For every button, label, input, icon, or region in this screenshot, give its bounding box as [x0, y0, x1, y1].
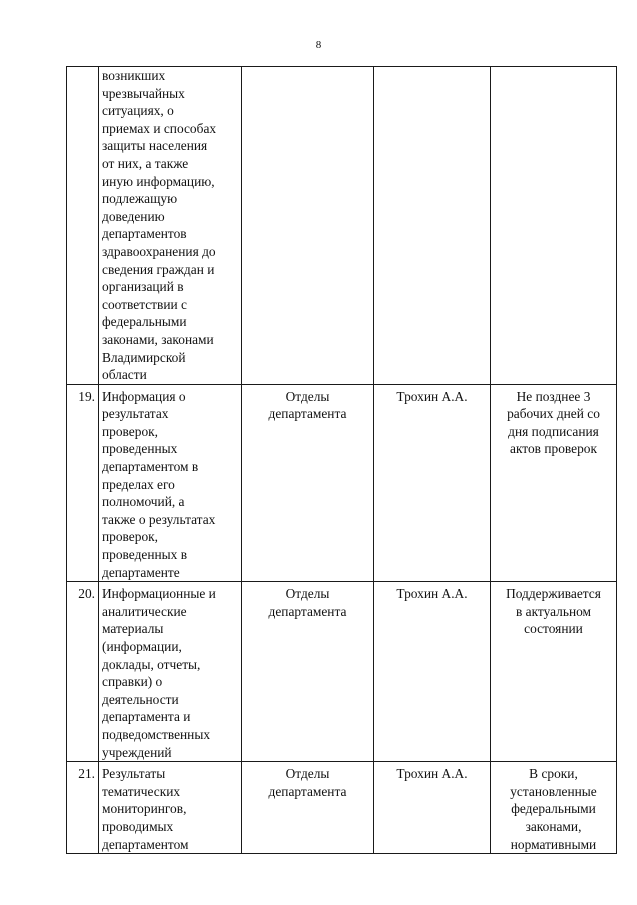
item-name: возникших чрезвычайных ситуациях, о приемах и способах защиты населения от них, а также иную информацию, подлежащую доведению департаментов здравоохранения до сведения граждан и организаций в соответствии с федеральными законами, законами Владимирской области: [102, 68, 217, 383]
responsible-unit-cell: [242, 762, 374, 854]
responsible-unit-cell: [242, 67, 374, 385]
deadline-cell: [491, 384, 617, 582]
responsible-person-cell: [374, 582, 491, 762]
deadline: Не позднее 3 рабочих дней со дня подписания актов проверок: [507, 388, 600, 457]
item-name-cell: [99, 582, 242, 762]
deadline-cell: [491, 762, 617, 854]
responsible-person-cell: [374, 384, 491, 582]
document-table: [66, 66, 617, 854]
table-row: [67, 67, 617, 385]
table-row: [67, 582, 617, 762]
row-number: 20.: [78, 586, 95, 602]
responsible-person: Трохин А.А.: [396, 388, 468, 404]
responsible-unit: Отделы департамента: [268, 388, 347, 422]
deadline-cell: [491, 582, 617, 762]
row-number-cell: [67, 384, 99, 582]
row-number: 19.: [78, 388, 95, 404]
responsible-unit-cell: [242, 582, 374, 762]
item-name-cell: [99, 67, 242, 385]
item-name-cell: [99, 384, 242, 582]
row-number-cell: [67, 582, 99, 762]
responsible-person-cell: [374, 67, 491, 385]
page-number: 8: [315, 39, 322, 51]
responsible-person: Трохин А.А.: [396, 766, 468, 782]
responsible-person-cell: [374, 762, 491, 854]
responsible-person: Трохин А.А.: [396, 586, 468, 602]
deadline: Поддерживается в актуальном состоянии: [506, 586, 601, 637]
item-name: Информационные и аналитические материалы (информации, доклады, отчеты, справки) о деятельности департамента и подведомственных учреждений: [102, 586, 216, 760]
item-name: Результаты тематических мониторингов, проводимых департаментом: [102, 766, 189, 852]
item-name-cell: [99, 762, 242, 854]
row-number: 21.: [78, 766, 95, 782]
row-number-cell: [67, 762, 99, 854]
responsible-unit: Отделы департамента: [268, 586, 347, 619]
responsible-unit-cell: [242, 384, 374, 582]
table-row: [67, 384, 617, 582]
deadline-cell: [491, 67, 617, 385]
table-row: [67, 762, 617, 854]
row-number-cell: [67, 67, 99, 385]
item-name: Информация о результатах проверок, проведенных департаментом в пределах его полномочий, а также о результатах проверок, проведенных в департаменте: [102, 388, 216, 580]
deadline: В сроки, установленные федеральными законами, нормативными: [510, 766, 597, 852]
responsible-unit: Отделы департамента: [268, 766, 347, 799]
